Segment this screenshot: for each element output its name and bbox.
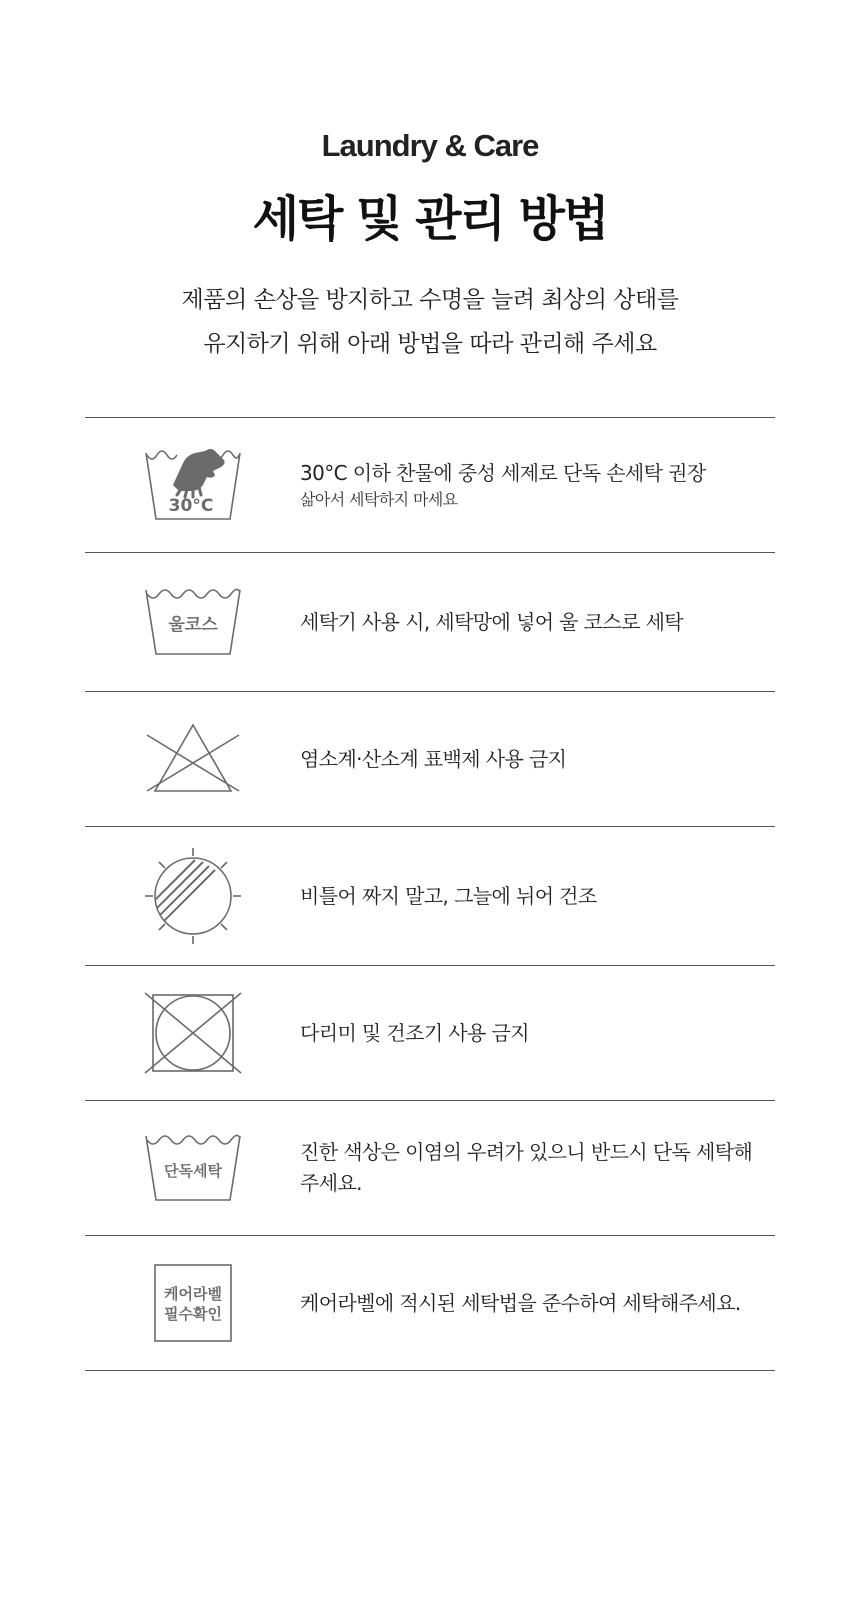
care-row-hand-wash [85,418,775,553]
intro-line-1: 제품의 손상을 방지하고 수명을 늘려 최상의 상태를 [181,287,679,313]
hand-wash-temp-label: 30°C [168,496,213,516]
wash-separately-text-line-2: 반드시 단독 세탁해 주세요. [300,1140,753,1195]
care-label-icon [151,1261,235,1345]
care-row-no-iron-dryer [85,966,775,1101]
care-row-shade-dry [85,827,775,966]
hand-wash-text: 30°C 이하 찬물에 중성 세제로 단독 손세탁 권장 [300,461,706,486]
intro-text [0,278,860,366]
page-title: 세탁 및 관리 방법 [252,191,608,247]
hand-wash-subtext: 삶아서 세탁하지 마세요 [300,490,458,510]
care-row-wool-course [85,553,775,692]
wool-course-label: 울코스 [167,615,218,635]
care-instructions-list [85,417,775,1371]
care-label-line-1: 케어라벨 [163,1285,222,1303]
section-eyebrow: Laundry & Care [321,128,539,163]
wool-course-tub-icon [143,584,243,660]
wash-separately-text-line-1: 진한 색상은 이염의 우려가 있으니 [300,1140,586,1164]
care-label-text: 케어라벨에 적시된 세탁법을 준수하여 세탁해주세요. [300,1290,741,1315]
wool-course-text: 세탁기 사용 시, 세탁망에 넣어 울 코스로 세탁 [300,609,684,634]
intro-line-2: 유지하기 위해 아래 방법을 따라 관리해 주세요 [203,331,657,357]
no-bleach-icon [143,721,243,797]
hand-wash-icon [143,445,243,525]
no-bleach-text: 염소계·산소계 표백제 사용 금지 [300,746,567,771]
wash-separately-icon [143,1130,243,1206]
shade-dry-icon [143,846,243,946]
no-iron-dryer-text: 다리미 및 건조기 사용 금지 [300,1020,529,1045]
care-row-care-label [85,1236,775,1371]
care-row-no-bleach [85,692,775,827]
care-label-line-2: 필수확인 [163,1305,222,1323]
wash-separately-label: 단독세탁 [163,1162,222,1180]
no-iron-no-dryer-icon [143,991,243,1075]
care-row-wash-separately [85,1101,775,1236]
shade-dry-text: 비틀어 짜지 말고, 그늘에 뉘어 건조 [300,883,597,908]
